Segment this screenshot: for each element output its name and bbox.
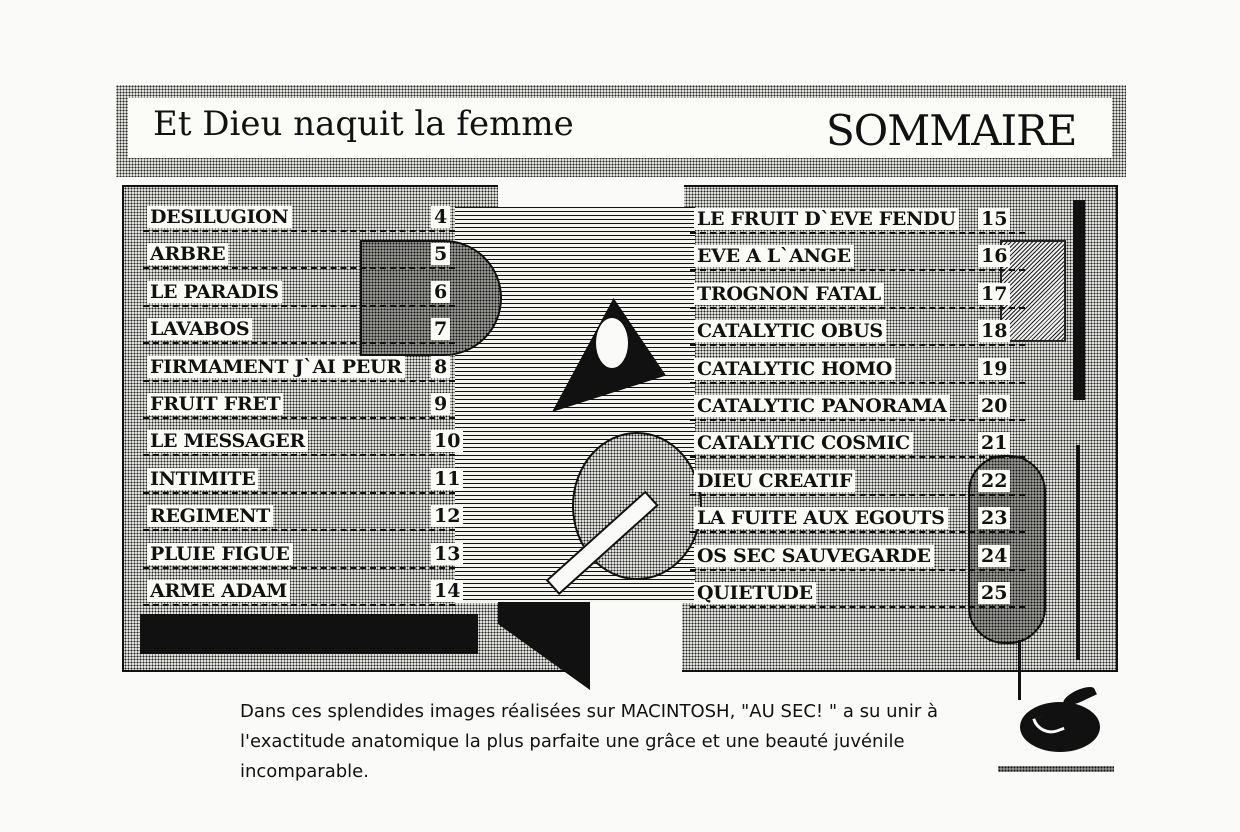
toc-entry-page: 6 — [431, 281, 450, 303]
toc-entry-page: 23 — [978, 507, 1010, 529]
dotted-leader — [690, 492, 1025, 496]
toc-entry-page: 19 — [978, 358, 1010, 380]
toc-entry[interactable] — [690, 277, 1025, 311]
toc-entry-title: LA FUITE AUX EGOUTS — [694, 507, 948, 529]
dotted-leader — [143, 602, 455, 606]
toc-entry-page: 20 — [978, 395, 1010, 417]
dotted-leader — [690, 380, 1025, 384]
toc-entry-title: CATALYTIC COSMIC — [694, 432, 913, 454]
dotted-leader — [143, 415, 455, 419]
toc-entry-page: 14 — [431, 580, 463, 602]
toc-entry-page: 7 — [431, 318, 450, 340]
toc-entry-page: 24 — [978, 545, 1010, 567]
toc-entry-title: QUIETUDE — [694, 582, 816, 604]
toc-entry-title: PLUIE FIGUE — [147, 543, 293, 565]
dotted-leader — [690, 454, 1025, 458]
caption: Dans ces splendides images réalisées sur MACINTOSH, "AU SEC! " a su unir à l'exactitude anatomique la plus parfaite une grâce et une beauté juvénile incomparable. — [240, 701, 939, 782]
toc-entry-page: 5 — [431, 243, 450, 265]
toc-entry-title: LE FRUIT D`EVE FENDU — [694, 208, 959, 230]
dotted-leader — [690, 267, 1025, 271]
eye-oval — [596, 318, 628, 368]
dotted-leader — [690, 417, 1025, 421]
toc-entry-title: FIRMAMENT J`AI PEUR — [147, 356, 405, 378]
toc-entry-page: 21 — [978, 432, 1010, 454]
toc-entry-page: 15 — [978, 208, 1010, 230]
toc-entry[interactable] — [690, 314, 1025, 348]
toc-entry[interactable] — [690, 239, 1025, 273]
toc-entry-page: 25 — [978, 582, 1010, 604]
toc-entry[interactable] — [690, 202, 1025, 236]
toc-entry[interactable] — [143, 387, 455, 421]
toc-entry[interactable] — [690, 539, 1025, 573]
section-title: SOMMAIRE — [826, 106, 1077, 155]
toc-entry[interactable] — [143, 312, 455, 346]
apple-stem — [1018, 640, 1021, 700]
dotted-leader — [143, 490, 455, 494]
dotted-leader — [690, 230, 1025, 234]
toc-entry-page: 8 — [431, 356, 450, 378]
vertical-bar-thin — [1076, 445, 1080, 660]
toc-entry-page: 12 — [431, 505, 463, 527]
toc-entry-title: DESILUGION — [147, 206, 292, 228]
dotted-leader — [690, 604, 1025, 608]
toc-entry[interactable] — [143, 237, 455, 271]
dotted-leader — [143, 340, 455, 344]
toc-entry-title: OS SEC SAUVEGARDE — [694, 545, 934, 567]
dotted-leader — [143, 303, 455, 307]
toc-entry[interactable] — [143, 275, 455, 309]
toc-entry-page: 4 — [431, 206, 450, 228]
black-bar — [140, 614, 478, 654]
white-block — [590, 602, 682, 676]
toc-entry-title: ARBRE — [147, 243, 228, 265]
toc-entry[interactable] — [143, 350, 455, 384]
toc-entry-title: CATALYTIC HOMO — [694, 358, 895, 380]
toc-entry[interactable] — [690, 501, 1025, 535]
toc-entry-page: 10 — [431, 430, 463, 452]
toc-entry-page: 16 — [978, 245, 1010, 267]
toc-entry-page: 22 — [978, 470, 1010, 492]
toc-entry-title: LE PARADIS — [147, 281, 282, 303]
dotted-leader — [690, 567, 1025, 571]
dotted-leader — [143, 378, 455, 382]
ground-line — [998, 766, 1114, 772]
toc-entry-title: LE MESSAGER — [147, 430, 308, 452]
toc-entry-title: INTIMITE — [147, 468, 258, 490]
dotted-leader — [143, 565, 455, 569]
toc-entry-title: CATALYTIC OBUS — [694, 320, 886, 342]
toc-entry[interactable] — [690, 576, 1025, 610]
toc-entry-title: EVE A L`ANGE — [694, 245, 854, 267]
toc-entry-page: 9 — [431, 393, 450, 415]
toc-entry-title: TROGNON FATAL — [694, 283, 884, 305]
vertical-bar — [1073, 200, 1085, 400]
dotted-leader — [143, 265, 455, 269]
toc-entry[interactable] — [143, 499, 461, 533]
toc-entry[interactable] — [143, 537, 461, 571]
toc-entry-page: 13 — [431, 543, 463, 565]
panel-notch — [498, 185, 684, 209]
toc-entry[interactable] — [690, 464, 1025, 498]
toc-entry-title: FRUIT FRET — [147, 393, 283, 415]
toc-entry-title: LAVABOS — [147, 318, 252, 340]
toc-entry[interactable] — [143, 462, 461, 496]
dotted-leader — [143, 228, 455, 232]
toc-entry[interactable] — [690, 426, 1025, 460]
toc-entry-title: CATALYTIC PANORAMA — [694, 395, 950, 417]
toc-entry[interactable] — [690, 352, 1025, 386]
toc-entry-page: 17 — [978, 283, 1010, 305]
page-title: Et Dieu naquit la femme — [153, 104, 574, 144]
dotted-leader — [690, 342, 1025, 346]
toc-entry[interactable] — [143, 424, 461, 458]
toc-entry-page: 11 — [431, 468, 463, 490]
dotted-leader — [690, 529, 1025, 533]
toc-entry[interactable] — [690, 389, 1025, 423]
toc-entry-page: 18 — [978, 320, 1010, 342]
toc-entry-title: ARME ADAM — [147, 580, 290, 602]
toc-entry[interactable] — [143, 574, 461, 608]
dotted-leader — [143, 527, 455, 531]
dotted-leader — [143, 452, 455, 456]
toc-entry-title: DIEU CREATIF — [694, 470, 855, 492]
dotted-leader — [690, 305, 1025, 309]
toc-entry[interactable] — [143, 200, 455, 234]
toc-entry-title: REGIMENT — [147, 505, 273, 527]
